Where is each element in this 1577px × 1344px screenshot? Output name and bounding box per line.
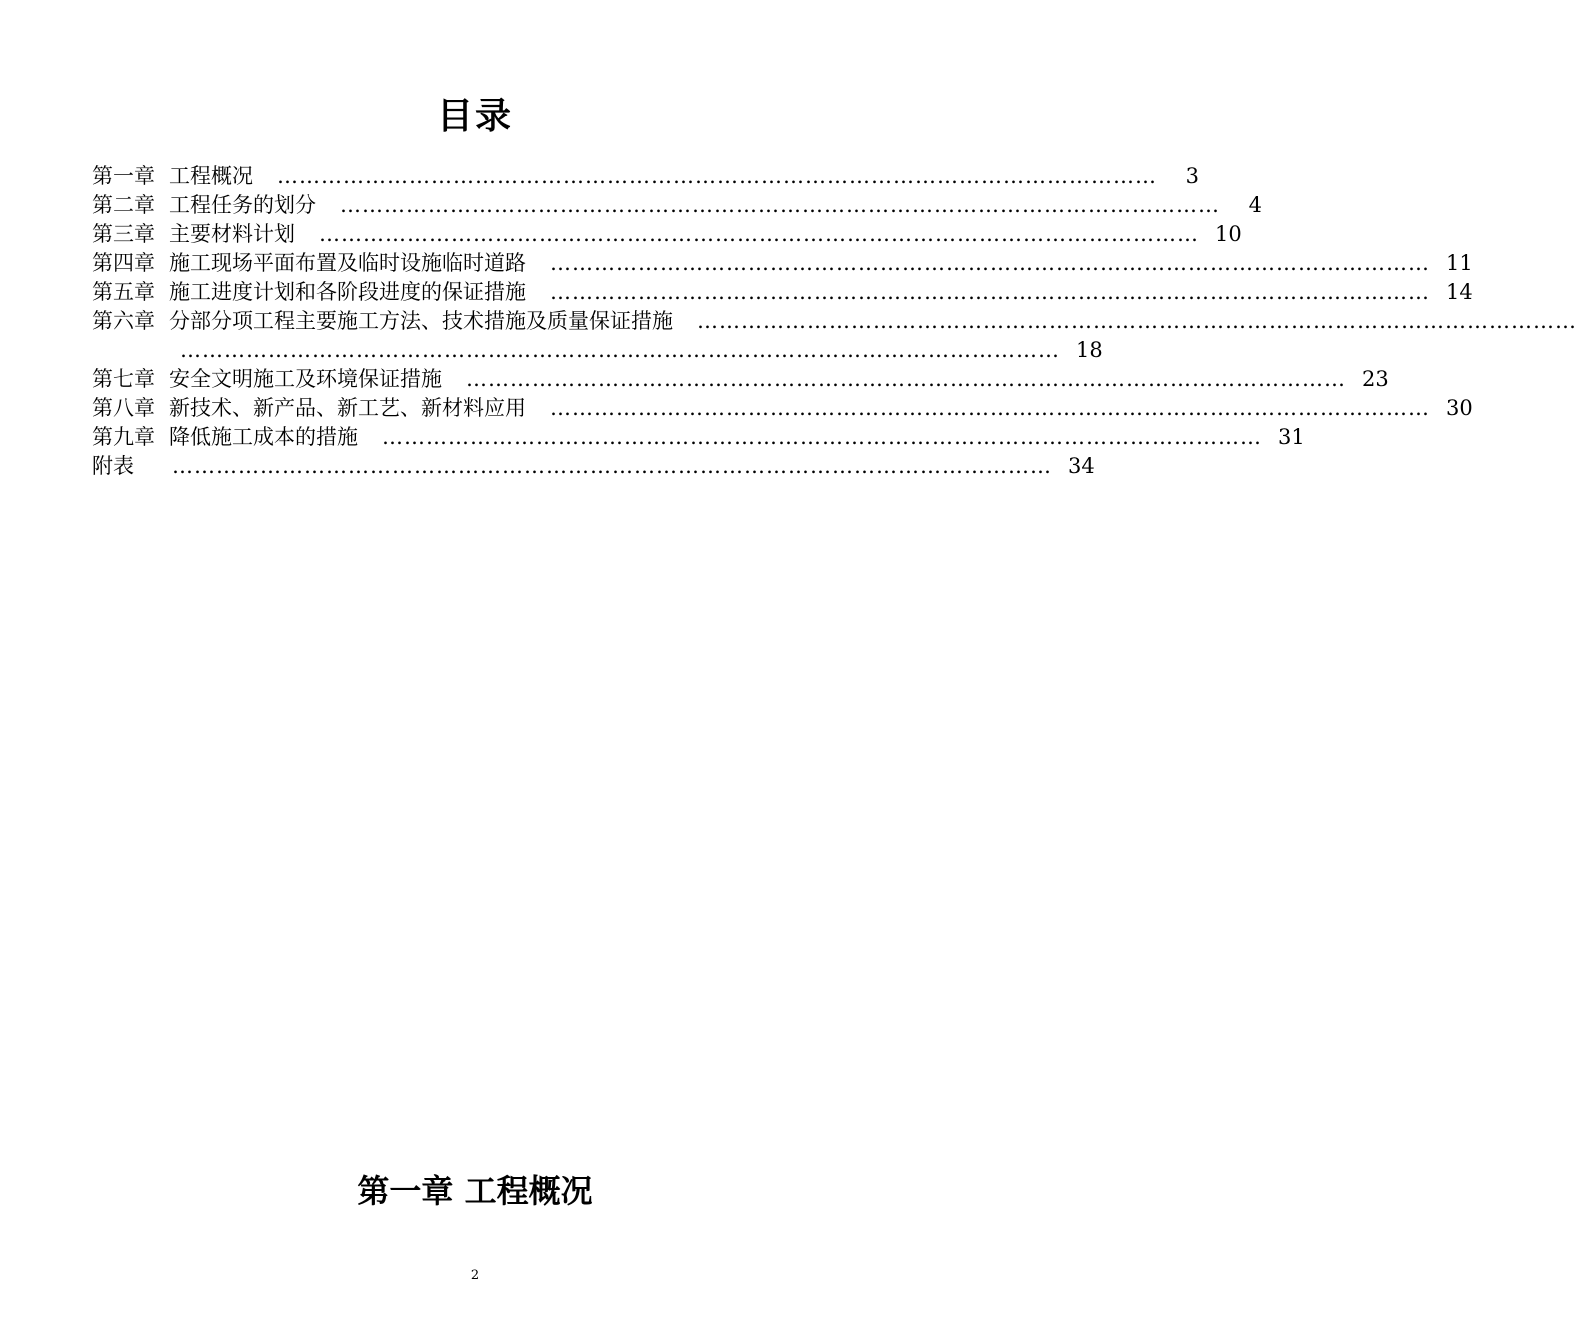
toc-title: 目录 (436, 96, 513, 137)
toc-entry-title: 施工现场平面布置及临时设施临时道路 (169, 251, 526, 275)
toc-entry-title: 安全文明施工及环境保证措施 (169, 367, 442, 391)
toc-entry[interactable] (92, 423, 1305, 452)
toc-entry-title: 工程任务的划分 (169, 193, 316, 217)
toc-leader-dots: ………………………………………………………………………………………………………… (382, 425, 1262, 449)
toc-chapter-number: 第八章 (92, 396, 155, 420)
toc-entry-title: 分部分项工程主要施工方法、技术措施及质量保证措施 (169, 309, 673, 333)
toc-entry-continuation[interactable] (92, 336, 1103, 365)
toc-chapter-number: 第五章 (92, 280, 155, 304)
toc-chapter-number: 第六章 (92, 309, 155, 333)
toc-page-number: 4 (1248, 193, 1262, 217)
toc-entry-title: 工程概况 (169, 164, 253, 188)
toc-leader-dots: ………………………………………………………………………………………………………… (180, 338, 1060, 362)
toc-entry[interactable] (92, 191, 1262, 220)
toc-entry-title: 新技术、新产品、新工艺、新材料应用 (169, 396, 526, 420)
toc-entry[interactable] (92, 307, 1577, 336)
toc-page-number: 18 (1076, 338, 1103, 362)
toc-entry[interactable] (92, 365, 1389, 394)
toc-entry[interactable] (92, 452, 1095, 481)
toc-page-number: 11 (1446, 251, 1473, 275)
toc-chapter-number: 第二章 (92, 193, 155, 217)
toc-leader-dots: ………………………………………………………………………………………………………… (466, 367, 1346, 391)
toc-chapter-number: 附表 (92, 454, 134, 478)
toc-entry[interactable] (92, 162, 1199, 191)
toc-page-number: 14 (1446, 280, 1473, 304)
toc-entry[interactable] (92, 220, 1242, 249)
toc-leader-dots: ………………………………………………………………………………………………………… (319, 222, 1199, 246)
toc-entry[interactable] (92, 278, 1473, 307)
toc-page-number: 30 (1446, 396, 1473, 420)
toc-page-number: 23 (1362, 367, 1389, 391)
toc-entry-title: 施工进度计划和各阶段进度的保证措施 (169, 280, 526, 304)
toc-chapter-number: 第一章 (92, 164, 155, 188)
toc-page-number: 10 (1215, 222, 1242, 246)
page-number: 2 (470, 1268, 480, 1283)
toc-chapter-number: 第四章 (92, 251, 155, 275)
toc-page-number: 31 (1278, 425, 1305, 449)
toc-entry-title: 主要材料计划 (169, 222, 295, 246)
toc-leader-dots: ………………………………………………………………………………………………………… (550, 251, 1430, 275)
toc-leader-dots: ………………………………………………………………………………………………………… (697, 309, 1577, 333)
toc-page-number: 3 (1185, 164, 1199, 188)
table-of-contents (92, 162, 1577, 481)
toc-leader-dots: ………………………………………………………………………………………………………… (550, 280, 1430, 304)
toc-entry-title: 降低施工成本的措施 (169, 425, 358, 449)
toc-leader-dots: ………………………………………………………………………………………………………… (277, 164, 1157, 188)
toc-leader-dots: ………………………………………………………………………………………………………… (172, 454, 1052, 478)
toc-chapter-number: 第三章 (92, 222, 155, 246)
toc-entry[interactable] (92, 249, 1473, 278)
chapter-heading: 第一章 工程概况 (357, 1172, 593, 1210)
toc-chapter-number: 第九章 (92, 425, 155, 449)
toc-leader-dots: ………………………………………………………………………………………………………… (340, 193, 1220, 217)
toc-page-number: 34 (1068, 454, 1095, 478)
toc-chapter-number: 第七章 (92, 367, 155, 391)
toc-entry[interactable] (92, 394, 1473, 423)
toc-leader-dots: ………………………………………………………………………………………………………… (550, 396, 1430, 420)
